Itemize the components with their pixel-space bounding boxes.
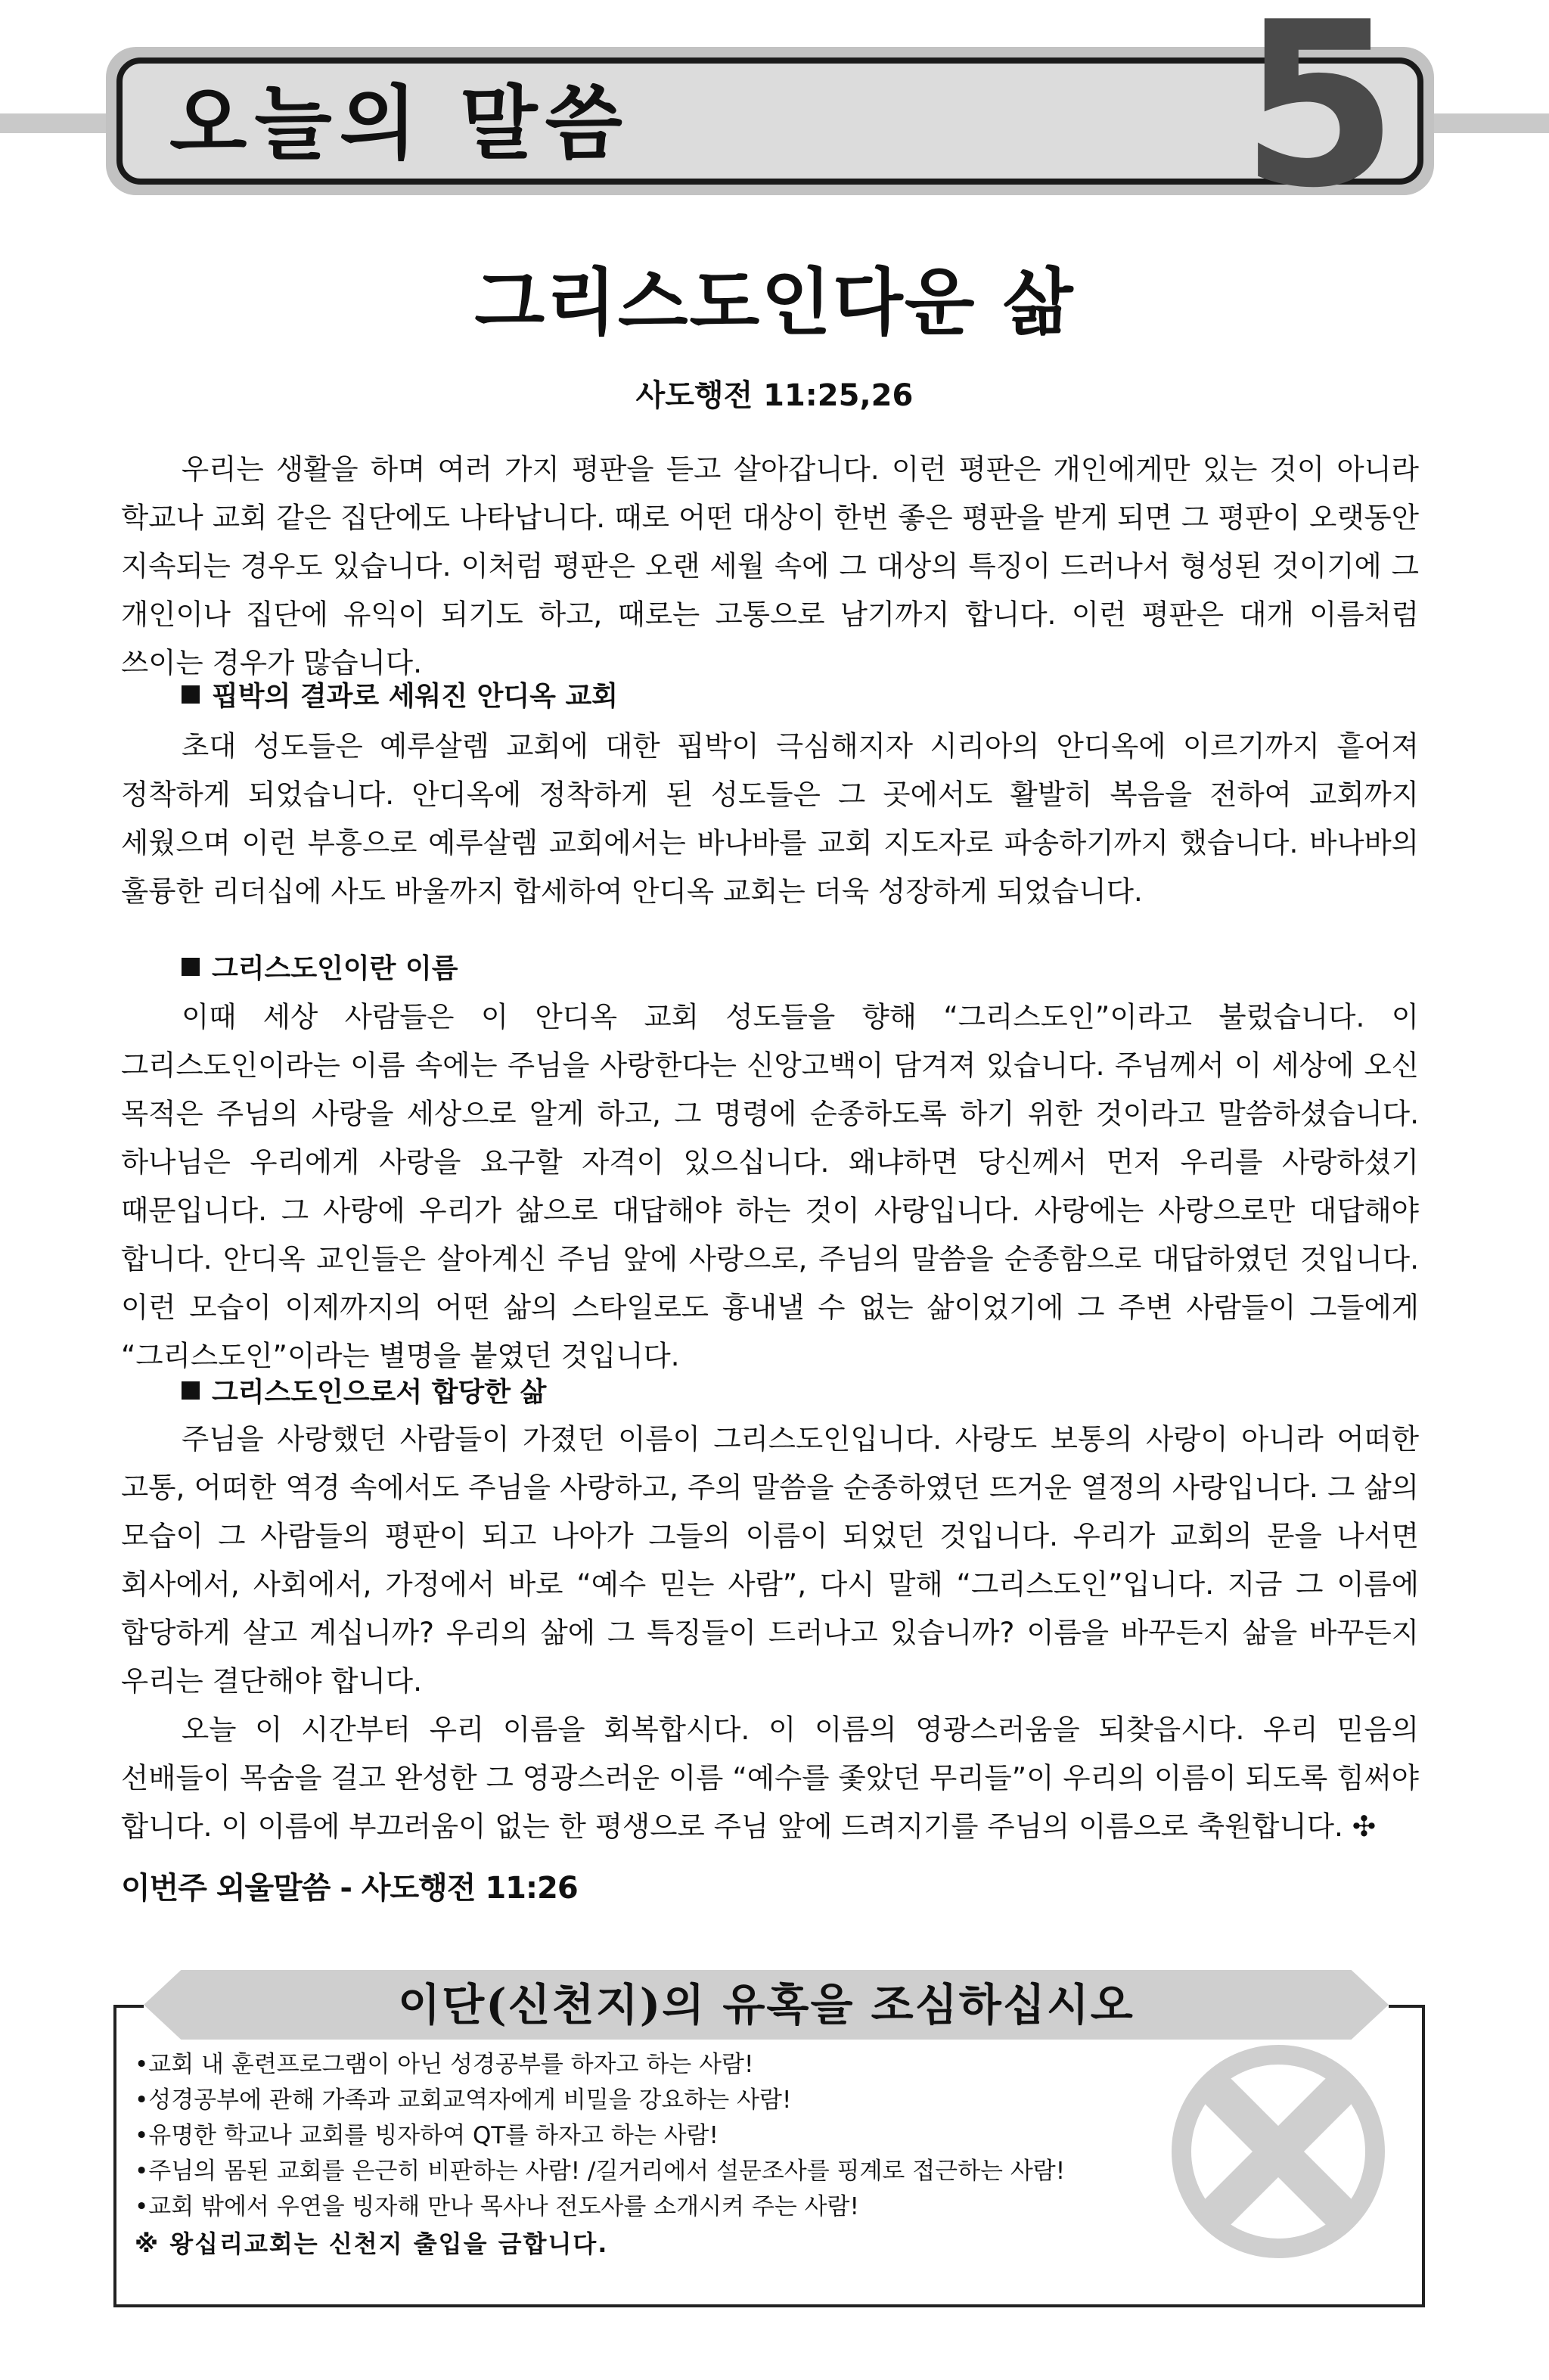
paragraph: 이때 세상 사람들은 이 안디옥 교회 성도들을 향해 “그리스도인”이라고 불렀습니다. 이 그리스도인이라는 이름 속에는 주님을 사랑한다는 신앙고백이 담겨져 있습니다. 주님께서 이 세상에 오신 목적은 주님의 사랑을 세상으로 알게 하고, 그 명령에 순종하도록 하기 위한 것이라고 말씀하셨습니다. 하나님은 우리에게 사랑을 요구할 자격이 있으십니다. 왜냐하면 당신께서 먼저 우리를 사랑하셨기 때문입니다. 그 사랑에 우리가 삶으로 대답해야 하는 것이 사랑입니다. 사랑에는 사랑으로만 대답해야 합니다. 안디옥 교인들은 살아계신 주님 앞에 사랑으로, 주님의 말씀을 순종함으로 대답하였던 것입니다. 이런 모습이 이제까지의 어떤 삶의 스타일로도 흉내낼 수 없는 삶이었기에 그 주변 사람들이 그들에게 “그리스도인”이라는 별명을 붙였던 것입니다. bbox=[121, 1000, 1419, 1372]
section-2-body bbox=[121, 993, 1419, 1380]
section-heading-text: 그리스도인으로서 합당한 삶 bbox=[212, 1377, 547, 1408]
warning-item: •유명한 학교나 교회를 빙자하여 QT를 하자고 하는 사람! bbox=[135, 2122, 719, 2149]
section-1-body bbox=[121, 722, 1419, 915]
warning-note: ※ 왕십리교회는 신천지 출입을 금합니다. bbox=[135, 2229, 609, 2258]
paragraph: 주님을 사랑했던 사람들이 가졌던 이름이 그리스도인입니다. 사랑도 보통의 사랑이 아니라 어떠한 고통, 어떠한 역경 속에서도 주님을 사랑하고, 주의 말씀을 순종하였던 뜨거운 열정의 사랑입니다. 그 삶의 모습이 그 사람들의 평판이 되고 나아가 그들의 이름이 되었던 것입니다. 우리가 교회의 문을 나서면 회사에서, 사회에서, 가정에서 바로 “예수 믿는 사람”, 다시 말해 “그리스도인”입니다. 지금 그 이름에 합당하게 살고 계십니까? 우리의 삶에 그 특징들이 드러나고 있습니까? 이름을 바꾸든지 삶을 바꾸든지 우리는 결단해야 합니다. bbox=[121, 1422, 1419, 1698]
article-title: 그리스도인다운 삶 bbox=[474, 260, 1075, 345]
warning-box-topline-right bbox=[1389, 2005, 1422, 2008]
section-heading-3 bbox=[182, 1374, 546, 1412]
header-banner bbox=[106, 47, 1434, 195]
warning-title: 이단(신천지)의 유혹을 조심하십시오 bbox=[398, 1979, 1135, 2030]
page-number: 5 bbox=[1240, 0, 1398, 238]
warning-list bbox=[135, 2047, 1405, 2225]
warning-item: •주님의 몸된 교회를 은근히 비판하는 사람! /길거리에서 설문조사를 핑계로 접근하는 사람! bbox=[135, 2158, 1066, 2185]
warning-box-topline-left bbox=[113, 2005, 144, 2008]
square-bullet-icon bbox=[182, 685, 200, 704]
scripture-reference: 사도행전 11:25,26 bbox=[635, 378, 914, 413]
section-heading-text: 그리스도인이란 이름 bbox=[212, 953, 458, 984]
memory-verse: 이번주 외울말씀 - 사도행전 11:26 bbox=[121, 1871, 578, 1906]
paragraph: 초대 성도들은 예루살렘 교회에 대한 핍박이 극심해지자 시리아의 안디옥에 이르기까지 흩어져 정착하게 되었습니다. 안디옥에 정착하게 된 성도들은 그 곳에서도 활발히 복음을 전하여 교회까지 세웠으며 이런 부흥으로 예루살렘 교회에서는 바나바를 교회 지도자로 파송하기까지 했습니다. 바나바의 훌륭한 리더십에 사도 바울까지 합세하여 안디옥 교회는 더욱 성장하게 되었습니다. bbox=[121, 729, 1419, 908]
header-banner-inner bbox=[116, 57, 1423, 185]
warning-item: •성경공부에 관해 가족과 교회교역자에게 비밀을 강요하는 사람! bbox=[135, 2086, 792, 2114]
intro-paragraph-block bbox=[121, 445, 1419, 687]
section-heading-text: 핍박의 결과로 세워진 안디옥 교회 bbox=[212, 681, 618, 712]
section-heading-1 bbox=[182, 678, 618, 716]
paragraph: 오늘 이 시간부터 우리 이름을 회복합시다. 이 이름의 영광스러움을 되찾읍시다. 우리 믿음의 선배들이 목숨을 걸고 완성한 그 영광스러운 이름 “예수를 좇았던 무리들”이 우리의 이름이 되도록 힘써야 합니다. 이 이름에 부끄러움이 없는 한 평생으로 주님 앞에 드려지기를 주님의 이름으로 축원합니다. ✣ bbox=[121, 1713, 1419, 1843]
warning-item: •교회 내 훈련프로그램이 아닌 성경공부를 하자고 하는 사람! bbox=[135, 2051, 754, 2078]
intro-paragraph: 우리는 생활을 하며 여러 가지 평판을 듣고 살아갑니다. 이런 평판은 개인에게만 있는 것이 아니라 학교나 교회 같은 집단에도 나타납니다. 때로 어떤 대상이 한번 좋은 평판을 받게 되면 그 평판이 오랫동안 지속되는 경우도 있습니다. 이처럼 평판은 오랜 세월 속에 그 대상의 특징이 드러나서 형성된 것이기에 그 개인이나 집단에 유익이 되기도 하고, 때로는 고통으로 남기까지 합니다. 이런 평판은 대개 이름처럼 쓰이는 경우가 많습니다. bbox=[121, 452, 1419, 679]
section-3-body bbox=[121, 1415, 1419, 1850]
section-heading-2 bbox=[182, 950, 458, 988]
section-title: 오늘의 말씀 bbox=[169, 77, 630, 170]
square-bullet-icon bbox=[182, 1381, 200, 1400]
warning-item: •교회 밖에서 우연을 빙자해 만나 목사나 전도사를 소개시켜 주는 사람! bbox=[135, 2193, 859, 2220]
square-bullet-icon bbox=[182, 958, 200, 976]
